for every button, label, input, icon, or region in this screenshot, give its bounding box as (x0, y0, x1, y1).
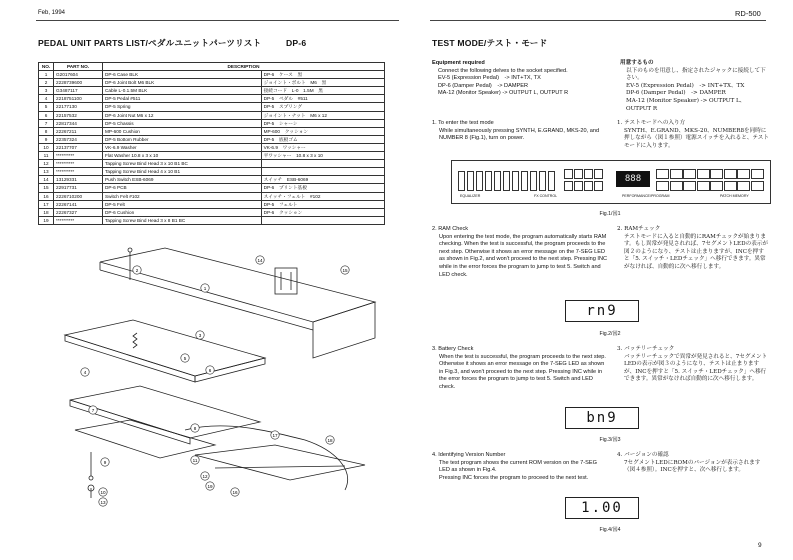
description-jp-cell: DP-6 プリント基板 (261, 184, 384, 192)
part-no-cell: 4 (39, 95, 54, 103)
fig-1-caption: Fig.1/図1 (599, 211, 621, 217)
header-rule-left (36, 20, 399, 21)
part-no-cell: 6 (39, 111, 54, 119)
table-row (39, 192, 385, 200)
description-en-cell: DP-5 Felt (103, 200, 262, 208)
equipment-heading-jp: 用意するもの (620, 60, 654, 66)
panel-slider-group (458, 171, 558, 193)
panel-button[interactable] (584, 181, 593, 191)
description-en-cell: VK-6.9 Washer (103, 143, 262, 151)
description-jp-cell: DP-5 フェルト (261, 200, 384, 208)
part-no-cell: 19 (39, 216, 54, 224)
parts-table (38, 62, 385, 225)
step-2-body-jp: テストモードに入ると自動的にRAMチェックが始まります。もし異常が発見されれば、7セグメントLEDの表示が図２のようになり、テストは止まりますが、INCを押すと「5. スイッチ・LEDチェック」へ移行できます。異常がなければ、自動的に次へ移行します。 (624, 233, 768, 270)
description-en-cell: Push Switch ESB-6069 (103, 176, 262, 184)
cable-shape (185, 426, 348, 490)
panel-label-equalizer: EQUALIZER (460, 194, 481, 198)
step-1-title-en: To enter the test mode (438, 120, 494, 126)
step-2-title-en: RAM Check (438, 226, 469, 232)
description-jp-cell: DP-5 シャーシ (261, 119, 384, 127)
panel-button[interactable] (574, 181, 583, 191)
table-row (39, 216, 385, 224)
part-no-cell: 18 (39, 208, 54, 216)
step-4-body2-en: Pressing INC forces the program to proceed to the next test. (439, 474, 589, 481)
fig-4-led: 1.00 (565, 497, 639, 519)
step-2-num-jp: 2. (617, 226, 623, 232)
panel-slider[interactable] (476, 171, 483, 191)
callout-number: 8 (193, 425, 197, 431)
header-rule-right (430, 20, 766, 21)
callout-number: 10 (100, 489, 106, 495)
part-number-cell: 2226710200 (54, 192, 103, 200)
description-en-cell: DP-6 Joint Nut M6 x 12 (103, 111, 262, 119)
callout-number: 5 (183, 355, 187, 361)
step-2-jp (617, 226, 769, 272)
part-number-cell: 22917731 (54, 184, 103, 192)
panel-slider[interactable] (521, 171, 528, 191)
callout-number: 16 (232, 489, 238, 495)
table-row (39, 143, 385, 151)
step-4-num-jp: 4. (617, 452, 623, 458)
fig-2-caption: Fig.2/図2 (599, 331, 621, 337)
callout-number: 1 (203, 285, 207, 291)
table-row (39, 111, 385, 119)
step-1-jp (617, 120, 769, 150)
panel-patch-button[interactable] (656, 181, 669, 191)
description-en-cell: DP-6 Cushion (103, 208, 262, 216)
description-en-cell: DP-5 Spring (103, 103, 262, 111)
step-1-body-jp: SYNTH、E.GRAND、MKS-20、NUMBER8を同時に押しながら（図１参照）電源スイッチを入れると、テストモードに入ります。 (624, 127, 769, 149)
pedal-exploded-diagram (45, 240, 390, 510)
parts-list-title-text: PEDAL UNIT PARTS LIST/ペダルユニットパーツリスト (38, 38, 262, 48)
table-row (39, 176, 385, 184)
part-no-cell: 17 (39, 200, 54, 208)
parts-list-title (38, 37, 306, 49)
description-jp-cell: DP-5 ペダル #511 (261, 95, 384, 103)
part-number-cell: 22137707 (54, 143, 103, 151)
part-number-cell: ********** (54, 160, 103, 168)
description-en-cell: DP-5 Pedal #511 (103, 95, 262, 103)
panel-patch-button[interactable] (670, 169, 683, 179)
step-4-body-en: The test program shows the current ROM version on the 7-SEG LED as shown in Fig.4. (439, 459, 597, 474)
equipment-line-3-jp: MA-12 (Monitor Speaker) -> OUTPUT L、OUTPUT R (626, 97, 746, 112)
description-en-cell: DP-5 Bottom Rubber (103, 135, 262, 143)
step-2-title-jp: RAMチェック (624, 226, 661, 232)
callout-number: 14 (257, 257, 263, 263)
col-description: DESCRIPTION (103, 63, 385, 71)
description-jp-cell: DP-5 底板ゴム (261, 135, 384, 143)
description-jp-cell: スイッチ・フェルト #102 (261, 192, 384, 200)
part-no-cell: 13 (39, 168, 54, 176)
callout-number: 9 (103, 459, 107, 465)
panel-patch-button[interactable] (683, 169, 696, 179)
step-1-num-jp: 1. (617, 120, 623, 126)
part-no-cell: 8 (39, 127, 54, 135)
part-no-cell: 9 (39, 135, 54, 143)
part-number-cell: 2218751100 (54, 95, 103, 103)
panel-slider[interactable] (494, 171, 501, 191)
description-jp-cell (261, 216, 384, 224)
step-4-body-jp: 7セグメントLEDにROMのバージョンが表示されます（図４参照）。INCを押すと、次へ移行します。 (624, 459, 761, 474)
panel-slider[interactable] (530, 171, 537, 191)
panel-patch-button[interactable] (683, 181, 696, 191)
panel-slider[interactable] (512, 171, 519, 191)
parts-list-model: DP-6 (285, 38, 307, 48)
callout-number: 18 (327, 437, 333, 443)
part-no-cell: 11 (39, 152, 54, 160)
equipment-en (432, 60, 612, 98)
panel-slider[interactable] (548, 171, 555, 191)
panel-patch-button[interactable] (710, 169, 723, 179)
description-jp-cell: DP-6 ケース 黒 (261, 71, 384, 79)
part-number-cell: G2017604 (54, 71, 103, 79)
description-jp-cell: DP-6 クッション (261, 208, 384, 216)
panel-label-performance: PERFORMANCE/PROGRAM (622, 194, 670, 198)
step-3-title-jp: バッテリーチェック (624, 346, 675, 352)
description-en-cell: Cable L-0.1.5M BLK (103, 87, 262, 95)
step-4-jp (617, 452, 769, 475)
panel-patch-buttons (656, 169, 766, 193)
step-3-en (432, 346, 608, 392)
description-en-cell: Tapping Screw Bind Head 3 x 8 B1 BC (103, 216, 262, 224)
step-3-num-jp: 3. (617, 346, 623, 352)
part-number-cell: 2228739600 (54, 79, 103, 87)
fig-3-led: bn9 (565, 407, 639, 429)
description-jp-cell: 接続コード L-0 1.5M 黒 (261, 87, 384, 95)
fig-4-caption: Fig.4/図4 (599, 527, 621, 533)
part-no-cell: 7 (39, 119, 54, 127)
col-no: NO. (39, 63, 54, 71)
spring-shape (133, 333, 137, 348)
equipment-heading-en: Equipment required (432, 60, 485, 66)
callout-number: 13 (100, 499, 106, 505)
description-jp-cell: ジョイント・ボルト M6 黒 (261, 79, 384, 87)
part-number-cell: 22817344 (54, 119, 103, 127)
part-number-cell: G3487117 (54, 87, 103, 95)
step-4-en (432, 452, 608, 482)
description-jp-cell: MP-600 クッション (261, 127, 384, 135)
callout-number: 4 (83, 369, 87, 375)
panel-label-patch: PATCH MEMORY (720, 194, 749, 198)
part-no-cell: 16 (39, 192, 54, 200)
panel-patch-button[interactable] (737, 181, 750, 191)
part-no-cell: 12 (39, 160, 54, 168)
panel-patch-button[interactable] (724, 181, 737, 191)
panel-button[interactable] (574, 169, 583, 179)
case-top-shape (100, 248, 375, 322)
panel-patch-button[interactable] (724, 169, 737, 179)
panel-button-group (564, 169, 604, 191)
page-number: 9 (758, 542, 762, 549)
header-model: RD-500 (735, 9, 761, 18)
table-row (39, 79, 385, 87)
table-row (39, 135, 385, 143)
callout-number: 2 (135, 267, 139, 273)
table-row (39, 71, 385, 79)
step-1-en (432, 120, 608, 143)
description-en-cell: Flat Washer 10.8 x 3 x 10 (103, 152, 262, 160)
panel-patch-button[interactable] (697, 169, 710, 179)
panel-patch-button[interactable] (656, 169, 669, 179)
step-4-title-jp: バージョンの確認 (624, 452, 669, 458)
description-jp-cell (261, 168, 384, 176)
part-no-cell: 1 (39, 71, 54, 79)
description-en-cell: DP-6 Case BLK (103, 71, 262, 79)
step-3-jp (617, 346, 769, 384)
panel-patch-button[interactable] (737, 169, 750, 179)
equipment-intro-jp: 以下のものを用意し、指定されたジャックに接続して下さい。 (626, 67, 766, 82)
parts-table-body (39, 71, 385, 225)
table-row (39, 103, 385, 111)
part-no-cell: 14 (39, 176, 54, 184)
step-2-body-en: Upon entering the test mode, the program automatically starts RAM checking. When the test is successful, the program proceeds to the next step. Otherwise it shows an error message on the 7-SEG LED as shown in Fig.2, and won't proceed to the next step. Pressing INC while in the error forces the program to jump to test 5. Switch and LED check. (439, 233, 608, 278)
part-number-cell: 22357324 (54, 135, 103, 143)
description-en-cell: DP-6 Joint Bolt M6 BLK (103, 79, 262, 87)
test-mode-title: TEST MODE/テスト・モード (432, 38, 548, 48)
step-4-num-en: 4. (432, 452, 437, 458)
panel-patch-button[interactable] (670, 181, 683, 191)
col-part-no: PART NO. (54, 63, 103, 71)
front-panel-figure (451, 160, 771, 204)
step-1-title-jp: テストモードへの入り方 (624, 120, 686, 126)
part-number-cell: ********** (54, 216, 103, 224)
step-3-body-en: When the test is successful, the program proceeds to the next step. Otherwise it shows an error message on the 7-SEG LED as shown in Fig.3, and won't proceed to the next step. Pressing INC while in the error forces the program to jump to test 5. Switch and LED check. (439, 353, 606, 390)
panel-button[interactable] (594, 169, 603, 179)
panel-slider[interactable] (503, 171, 510, 191)
panel-button[interactable] (594, 181, 603, 191)
callout-number: 11 (192, 457, 198, 463)
panel-slider[interactable] (458, 171, 465, 191)
panel-patch-button[interactable] (751, 181, 764, 191)
callout-number: 19 (207, 483, 213, 489)
part-number-cell: 13129331 (54, 176, 103, 184)
callout-number: 15 (342, 267, 348, 273)
panel-button[interactable] (564, 169, 573, 179)
part-number-cell: 22267327 (54, 208, 103, 216)
table-row (39, 95, 385, 103)
callout-number: 12 (202, 473, 208, 479)
description-jp-cell: VK-6.9 ワッシャー (261, 143, 384, 151)
equipment-line-3-en: MA-12 (Monitor Speaker) -> OUTPUT L, OUTPUT R (438, 90, 569, 97)
header-date: Feb, 1994 (38, 10, 66, 16)
description-jp-cell: スイッチ ESB-6069 (261, 176, 384, 184)
part-number-cell: 22267141 (54, 200, 103, 208)
description-en-cell: Switch Felt #102 (103, 192, 262, 200)
description-en-cell: DP-5 Chassis (103, 119, 262, 127)
description-jp-cell (261, 160, 384, 168)
description-en-cell: Tapping Screw Bind Head 3 x 10 B1 BC (103, 160, 262, 168)
equipment-line-1-jp: EV-5 (Expression Pedal) -> INT+TX、TX (626, 82, 745, 89)
table-row (39, 200, 385, 208)
part-no-cell: 10 (39, 143, 54, 151)
part-no-cell: 15 (39, 184, 54, 192)
part-no-cell: 5 (39, 103, 54, 111)
step-1-num-en: 1. (432, 120, 437, 126)
panel-label-fx: FX CONTROL (534, 194, 558, 198)
part-no-cell: 3 (39, 87, 54, 95)
pedal-plate-shape (65, 320, 265, 376)
panel-patch-button[interactable] (710, 181, 723, 191)
description-jp-cell: 平ワッシャー 10.8 x 3 x 10 (261, 152, 384, 160)
equipment-jp (620, 60, 770, 113)
fig-2-led: rn9 (565, 300, 639, 322)
equipment-line-2-en: DP-6 (Damper Pedal) -> DAMPER (438, 82, 528, 89)
part-number-cell: 22267211 (54, 127, 103, 135)
step-3-title-en: Battery Check (438, 346, 474, 352)
table-row (39, 87, 385, 95)
panel-led-display: 888 (616, 171, 650, 187)
table-row (39, 168, 385, 176)
table-row (39, 119, 385, 127)
equipment-line-1-en: EV-5 (Expression Pedal) -> INT+TX, TX (438, 75, 541, 82)
description-jp-cell: ジョイント・ナット M6 x 12 (261, 111, 384, 119)
table-row (39, 152, 385, 160)
equipment-intro-en: Connect the following delves to the socket specified. (438, 67, 568, 74)
panel-button[interactable] (564, 181, 573, 191)
panel-button[interactable] (584, 169, 593, 179)
step-1-body-en: While simultaneously pressing SYNTH, E.GRAND, MKS-20, and NUMBER 8 (Fig.1), turn on power. (439, 127, 600, 142)
callout-number: 7 (91, 407, 95, 413)
part-number-cell: ********** (54, 152, 103, 160)
step-2-num-en: 2. (432, 226, 437, 232)
case-front-shape (313, 302, 375, 358)
table-row (39, 160, 385, 168)
part-number-cell: ********** (54, 168, 103, 176)
fig-3-caption: Fig.3/図3 (599, 437, 621, 443)
table-row (39, 208, 385, 216)
panel-slider[interactable] (467, 171, 474, 191)
panel-slider[interactable] (485, 171, 492, 191)
part-number-cell: 22157532 (54, 111, 103, 119)
panel-patch-button[interactable] (751, 169, 764, 179)
table-row (39, 184, 385, 192)
callout-number: 6 (208, 367, 212, 373)
callout-number: 3 (198, 332, 202, 338)
description-en-cell: MP-600 Cushion (103, 127, 262, 135)
step-3-num-en: 3. (432, 346, 437, 352)
description-en-cell: DP-6 PCB (103, 184, 262, 192)
panel-patch-button[interactable] (697, 181, 710, 191)
description-en-cell: Tapping Screw Bind Head 4 x 10 B1 (103, 168, 262, 176)
step-4-title-en: Identifying Version Number (438, 452, 506, 458)
callout-number: 17 (272, 432, 278, 438)
part-no-cell: 2 (39, 79, 54, 87)
diagram-callouts (81, 256, 349, 506)
panel-slider[interactable] (539, 171, 546, 191)
part-number-cell: 22177130 (54, 103, 103, 111)
table-row (39, 127, 385, 135)
step-3-body-jp: バッテリーチェックで異常が発見されると、7セグメントLEDの表示が図３のようになり、テストは止まりますが、INCを押すと「5. スイッチ・LEDチェック」へ移行できます。異常がなければ自動的に次へ移行します。 (624, 353, 768, 383)
description-jp-cell: DP-5 スプリング (261, 103, 384, 111)
step-2-en (432, 226, 608, 279)
equipment-line-2-jp: DP-6 (Damper Pedal) -> DAMPER (626, 90, 726, 97)
